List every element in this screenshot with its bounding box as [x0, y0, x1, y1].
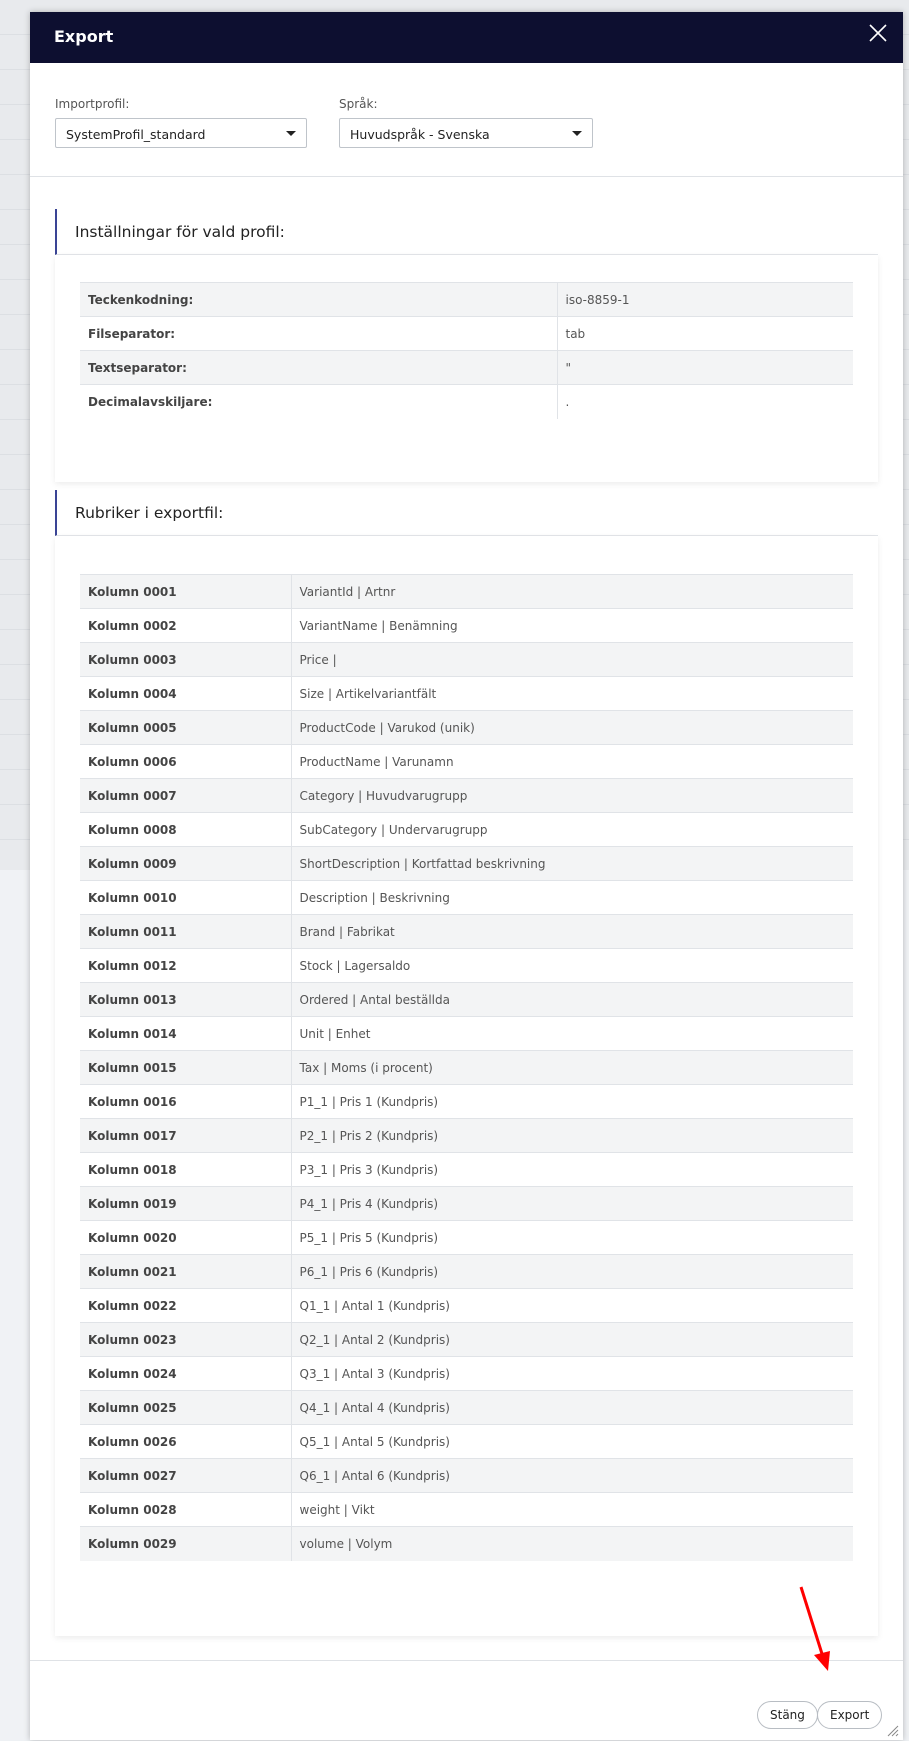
row-value: volume | Volym — [291, 1527, 853, 1561]
settings-section-header — [55, 209, 878, 255]
row-key: Kolumn 0003 — [80, 643, 291, 677]
language-value: Huvudspråk - Svenska — [350, 127, 490, 142]
row-key: Kolumn 0018 — [80, 1153, 291, 1187]
import-profile-field — [55, 97, 307, 148]
row-value: Brand | Fabrikat — [291, 915, 853, 949]
table-row — [80, 283, 853, 317]
row-key: Kolumn 0015 — [80, 1051, 291, 1085]
import-profile-select[interactable] — [55, 118, 307, 148]
profile-selection — [30, 63, 903, 177]
row-key: Kolumn 0006 — [80, 745, 291, 779]
columns-panel — [55, 536, 878, 1636]
row-value: Q2_1 | Antal 2 (Kundpris) — [291, 1323, 853, 1357]
row-key: Filseparator: — [80, 317, 557, 351]
settings-heading: Inställningar för vald profil: — [75, 223, 285, 241]
table-row — [80, 847, 853, 881]
table-row — [80, 1323, 853, 1357]
row-key: Kolumn 0012 — [80, 949, 291, 983]
close-icon[interactable] — [867, 22, 889, 44]
row-value: P2_1 | Pris 2 (Kundpris) — [291, 1119, 853, 1153]
caret-down-icon — [572, 131, 582, 136]
table-row — [80, 1119, 853, 1153]
row-value: P1_1 | Pris 1 (Kundpris) — [291, 1085, 853, 1119]
row-key: Kolumn 0007 — [80, 779, 291, 813]
import-profile-label: Importprofil: — [55, 97, 130, 111]
row-value: . — [557, 385, 853, 419]
annotation-arrow-icon — [790, 1585, 830, 1675]
language-select[interactable] — [339, 118, 593, 148]
row-key: Kolumn 0027 — [80, 1459, 291, 1493]
table-row — [80, 779, 853, 813]
caret-down-icon — [286, 131, 296, 136]
row-value: Description | Beskrivning — [291, 881, 853, 915]
table-row — [80, 351, 853, 385]
table-row — [80, 711, 853, 745]
columns-table — [80, 574, 853, 1561]
row-value: Unit | Enhet — [291, 1017, 853, 1051]
row-key: Kolumn 0014 — [80, 1017, 291, 1051]
table-row — [80, 1357, 853, 1391]
row-value: P6_1 | Pris 6 (Kundpris) — [291, 1255, 853, 1289]
dialog-footer — [30, 1660, 903, 1741]
row-key: Kolumn 0021 — [80, 1255, 291, 1289]
table-row — [80, 1187, 853, 1221]
table-row — [80, 1391, 853, 1425]
row-key: Kolumn 0008 — [80, 813, 291, 847]
row-value: P5_1 | Pris 5 (Kundpris) — [291, 1221, 853, 1255]
settings-table — [80, 282, 853, 419]
table-row — [80, 1527, 853, 1561]
table-row — [80, 317, 853, 351]
row-key: Kolumn 0010 — [80, 881, 291, 915]
row-value: Q4_1 | Antal 4 (Kundpris) — [291, 1391, 853, 1425]
row-key: Kolumn 0017 — [80, 1119, 291, 1153]
table-row — [80, 745, 853, 779]
table-row — [80, 575, 853, 609]
table-row — [80, 1459, 853, 1493]
row-value: SubCategory | Undervarugrupp — [291, 813, 853, 847]
table-row — [80, 385, 853, 419]
row-value: Q6_1 | Antal 6 (Kundpris) — [291, 1459, 853, 1493]
table-row — [80, 1289, 853, 1323]
row-key: Kolumn 0028 — [80, 1493, 291, 1527]
row-key: Kolumn 0024 — [80, 1357, 291, 1391]
row-key: Kolumn 0011 — [80, 915, 291, 949]
resize-handle-icon[interactable] — [887, 1725, 899, 1737]
row-value: P3_1 | Pris 3 (Kundpris) — [291, 1153, 853, 1187]
row-value: Size | Artikelvariantfält — [291, 677, 853, 711]
row-value: weight | Vikt — [291, 1493, 853, 1527]
table-row — [80, 813, 853, 847]
row-key: Kolumn 0029 — [80, 1527, 291, 1561]
row-value: tab — [557, 317, 853, 351]
row-key: Kolumn 0013 — [80, 983, 291, 1017]
row-key: Kolumn 0004 — [80, 677, 291, 711]
row-key: Kolumn 0023 — [80, 1323, 291, 1357]
row-key: Textseparator: — [80, 351, 557, 385]
row-value: Stock | Lagersaldo — [291, 949, 853, 983]
table-row — [80, 915, 853, 949]
columns-section-header — [55, 490, 878, 536]
row-key: Kolumn 0022 — [80, 1289, 291, 1323]
table-row — [80, 1255, 853, 1289]
row-key: Kolumn 0002 — [80, 609, 291, 643]
language-label: Språk: — [339, 97, 378, 111]
row-value: VariantName | Benämning — [291, 609, 853, 643]
dialog-header — [30, 12, 903, 63]
close-button[interactable]: Stäng — [757, 1701, 818, 1729]
row-value: Category | Huvudvarugrupp — [291, 779, 853, 813]
table-row — [80, 881, 853, 915]
row-value: iso-8859-1 — [557, 283, 853, 317]
row-value: Q5_1 | Antal 5 (Kundpris) — [291, 1425, 853, 1459]
row-key: Kolumn 0025 — [80, 1391, 291, 1425]
row-value: P4_1 | Pris 4 (Kundpris) — [291, 1187, 853, 1221]
row-value: ShortDescription | Kortfattad beskrivning — [291, 847, 853, 881]
settings-panel — [55, 255, 878, 482]
row-value: Q1_1 | Antal 1 (Kundpris) — [291, 1289, 853, 1323]
row-key: Kolumn 0005 — [80, 711, 291, 745]
row-value: VariantId | Artnr — [291, 575, 853, 609]
dialog-title: Export — [54, 27, 114, 46]
row-value: Ordered | Antal beställda — [291, 983, 853, 1017]
row-value: Price | — [291, 643, 853, 677]
language-field — [339, 97, 593, 148]
columns-heading: Rubriker i exportfil: — [75, 504, 224, 522]
table-row — [80, 1017, 853, 1051]
row-key: Kolumn 0009 — [80, 847, 291, 881]
row-key: Teckenkodning: — [80, 283, 557, 317]
table-row — [80, 1425, 853, 1459]
table-row — [80, 1085, 853, 1119]
table-row — [80, 1051, 853, 1085]
row-value: Q3_1 | Antal 3 (Kundpris) — [291, 1357, 853, 1391]
table-row — [80, 677, 853, 711]
export-dialog — [30, 12, 903, 1740]
table-row — [80, 949, 853, 983]
row-value: ProductName | Varunamn — [291, 745, 853, 779]
row-key: Kolumn 0016 — [80, 1085, 291, 1119]
row-key: Decimalavskiljare: — [80, 385, 557, 419]
table-row — [80, 609, 853, 643]
table-row — [80, 1221, 853, 1255]
row-key: Kolumn 0020 — [80, 1221, 291, 1255]
row-key: Kolumn 0019 — [80, 1187, 291, 1221]
export-button[interactable]: Export — [817, 1701, 882, 1729]
import-profile-value: SystemProfil_standard — [66, 127, 206, 142]
row-key: Kolumn 0001 — [80, 575, 291, 609]
table-row — [80, 643, 853, 677]
row-value: " — [557, 351, 853, 385]
table-row — [80, 1153, 853, 1187]
row-value: ProductCode | Varukod (unik) — [291, 711, 853, 745]
row-value: Tax | Moms (i procent) — [291, 1051, 853, 1085]
row-key: Kolumn 0026 — [80, 1425, 291, 1459]
table-row — [80, 983, 853, 1017]
table-row — [80, 1493, 853, 1527]
